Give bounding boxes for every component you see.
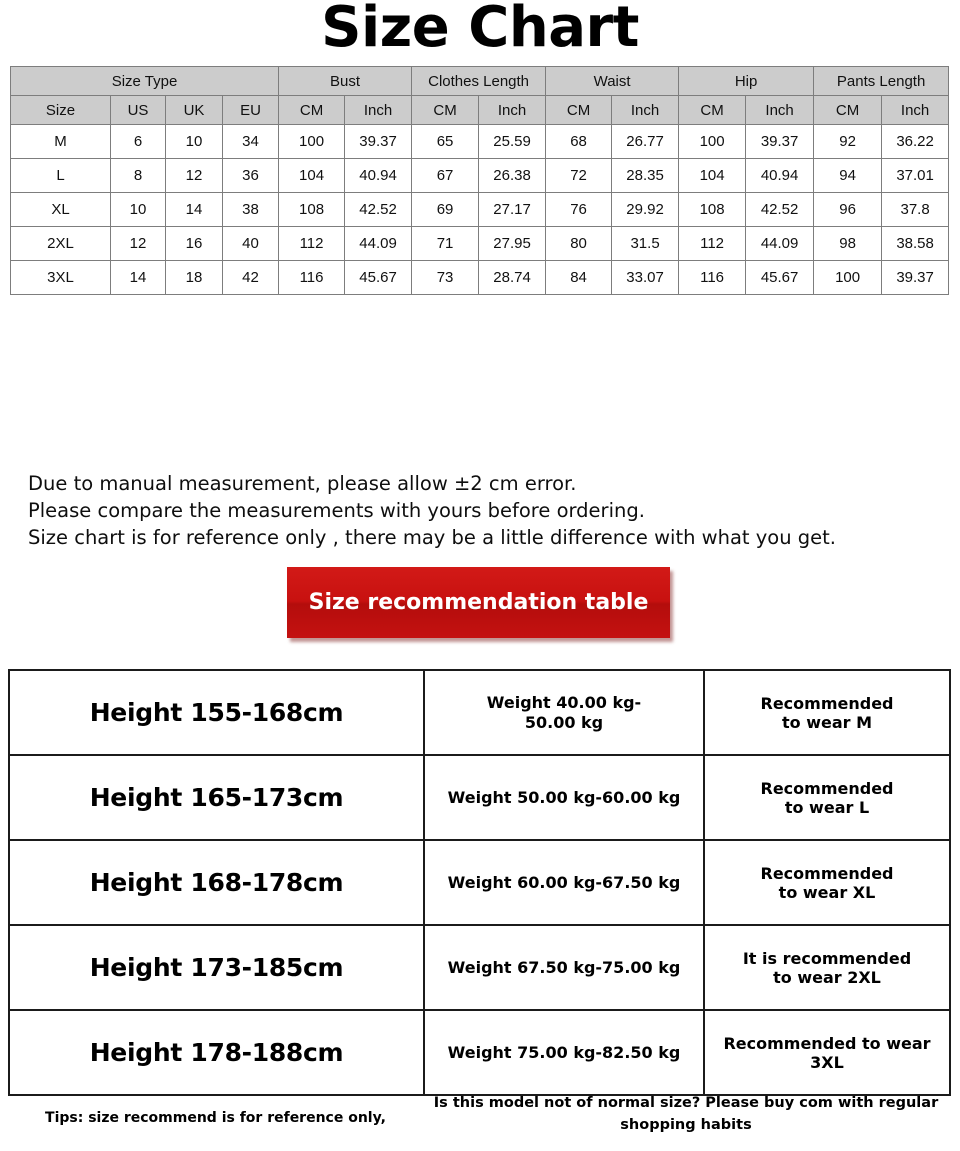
measurement-cell: 40 <box>223 227 279 261</box>
size-recommendation-table-container <box>8 669 949 1096</box>
size-recommendation-banner <box>287 567 670 638</box>
note-line: Due to manual measurement, please allow ±2 cm error. <box>28 472 577 495</box>
measurement-cell: 104 <box>679 159 746 193</box>
measurement-cell: 116 <box>279 261 345 295</box>
weight-range-cell: Weight 67.50 kg-75.00 kg <box>424 925 704 1010</box>
column-header: Size <box>11 96 111 125</box>
table-row <box>11 159 949 193</box>
measurement-cell: 108 <box>279 193 345 227</box>
table-row <box>11 261 949 295</box>
measurement-cell: 39.37 <box>345 125 412 159</box>
recommended-size-cell <box>704 1010 950 1095</box>
measurement-cell: 10 <box>166 125 223 159</box>
measurement-cell: 25.59 <box>479 125 546 159</box>
tips-right-text: Is this model not of normal size? Please buy com with regular shopping habits <box>433 1095 939 1133</box>
measurement-cell: 112 <box>679 227 746 261</box>
note-line: Please compare the measurements with yours before ordering. <box>28 499 645 522</box>
tips-row <box>8 1092 949 1136</box>
tips-left-text: Tips: size recommend is for reference only, <box>45 1110 386 1126</box>
column-group-header: Clothes Length <box>412 67 546 96</box>
recommended-size-cell <box>704 925 950 1010</box>
measurement-notes <box>28 470 938 551</box>
measurement-cell: 68 <box>546 125 612 159</box>
column-header: CM <box>546 96 612 125</box>
measurement-cell: 98 <box>814 227 882 261</box>
size-recommendation-table <box>8 669 951 1096</box>
measurement-cell: 96 <box>814 193 882 227</box>
measurement-cell: 73 <box>412 261 479 295</box>
measurement-cell: 26.77 <box>612 125 679 159</box>
measurement-cell: 100 <box>279 125 345 159</box>
weight-range-cell <box>424 670 704 755</box>
measurement-cell: 112 <box>279 227 345 261</box>
column-group-header: Size Type <box>11 67 279 96</box>
measurement-cell: 34 <box>223 125 279 159</box>
measurement-cell: 71 <box>412 227 479 261</box>
column-header: Inch <box>612 96 679 125</box>
measurement-cell: 116 <box>679 261 746 295</box>
column-header: CM <box>412 96 479 125</box>
size-label-cell: XL <box>11 193 111 227</box>
column-header: Inch <box>345 96 412 125</box>
measurement-cell: 42.52 <box>345 193 412 227</box>
measurement-cell: 28.35 <box>612 159 679 193</box>
measurement-cell: 28.74 <box>479 261 546 295</box>
measurement-cell: 40.94 <box>345 159 412 193</box>
group-header-row <box>11 67 949 96</box>
measurement-cell: 67 <box>412 159 479 193</box>
column-header: UK <box>166 96 223 125</box>
measurement-cell: 39.37 <box>746 125 814 159</box>
measurement-cell: 36 <box>223 159 279 193</box>
recommended-size-text: Recommended to wear L <box>760 778 894 817</box>
column-header: CM <box>279 96 345 125</box>
height-range-cell: Height 165-173cm <box>9 755 424 840</box>
recommended-size-cell <box>704 755 950 840</box>
weight-range-text: Weight 40.00 kg-50.00 kg <box>486 692 642 732</box>
table-row <box>11 227 949 261</box>
recommended-size-text: Recommended to wear XL <box>760 863 894 902</box>
measurement-cell: 44.09 <box>746 227 814 261</box>
height-range-cell: Height 173-185cm <box>9 925 424 1010</box>
measurement-cell: 29.92 <box>612 193 679 227</box>
measurement-cell: 38.58 <box>882 227 949 261</box>
measurement-cell: 40.94 <box>746 159 814 193</box>
recommended-size-text: Recommended to wear 3XL <box>723 1033 931 1072</box>
column-group-header: Bust <box>279 67 412 96</box>
size-recommendation-table-body <box>9 670 950 1095</box>
measurement-cell: 45.67 <box>746 261 814 295</box>
column-header: Inch <box>479 96 546 125</box>
size-label-cell: 2XL <box>11 227 111 261</box>
recommended-size-text: Recommended to wear M <box>760 693 894 732</box>
page-title: Size Chart <box>321 0 639 60</box>
measurement-cell: 37.8 <box>882 193 949 227</box>
measurement-cell: 104 <box>279 159 345 193</box>
column-header: EU <box>223 96 279 125</box>
recommendation-row <box>9 925 950 1010</box>
size-label-cell: M <box>11 125 111 159</box>
unit-header-row <box>11 96 949 125</box>
measurement-cell: 12 <box>111 227 166 261</box>
measurement-cell: 38 <box>223 193 279 227</box>
size-label-cell: L <box>11 159 111 193</box>
height-range-cell: Height 168-178cm <box>9 840 424 925</box>
measurement-cell: 108 <box>679 193 746 227</box>
weight-range-cell: Weight 50.00 kg-60.00 kg <box>424 755 704 840</box>
column-group-header: Waist <box>546 67 679 96</box>
measurement-cell: 26.38 <box>479 159 546 193</box>
measurement-cell: 44.09 <box>345 227 412 261</box>
measurement-cell: 42 <box>223 261 279 295</box>
recommended-size-cell <box>704 670 950 755</box>
measurement-cell: 27.95 <box>479 227 546 261</box>
measurement-cell: 69 <box>412 193 479 227</box>
size-chart-table-container <box>10 66 948 295</box>
size-chart-table-head <box>11 67 949 125</box>
size-chart-table-body <box>11 125 949 295</box>
recommendation-row <box>9 755 950 840</box>
measurement-cell: 72 <box>546 159 612 193</box>
measurement-cell: 42.52 <box>746 193 814 227</box>
column-header: CM <box>814 96 882 125</box>
measurement-cell: 100 <box>679 125 746 159</box>
measurement-cell: 94 <box>814 159 882 193</box>
table-row <box>11 125 949 159</box>
measurement-cell: 39.37 <box>882 261 949 295</box>
table-row <box>11 193 949 227</box>
column-header: US <box>111 96 166 125</box>
height-range-cell: Height 178-188cm <box>9 1010 424 1095</box>
recommended-size-cell <box>704 840 950 925</box>
measurement-cell: 14 <box>166 193 223 227</box>
measurement-cell: 16 <box>166 227 223 261</box>
recommendation-row <box>9 1010 950 1095</box>
note-line: Size chart is for reference only , there may be a little difference with what you get. <box>28 526 836 549</box>
column-header: Inch <box>746 96 814 125</box>
recommended-size-text: It is recommended to wear 2XL <box>742 948 912 987</box>
measurement-cell: 45.67 <box>345 261 412 295</box>
measurement-cell: 76 <box>546 193 612 227</box>
measurement-cell: 8 <box>111 159 166 193</box>
measurement-cell: 31.5 <box>612 227 679 261</box>
measurement-cell: 6 <box>111 125 166 159</box>
measurement-cell: 12 <box>166 159 223 193</box>
column-header: CM <box>679 96 746 125</box>
measurement-cell: 92 <box>814 125 882 159</box>
measurement-cell: 10 <box>111 193 166 227</box>
weight-range-cell: Weight 75.00 kg-82.50 kg <box>424 1010 704 1095</box>
measurement-cell: 14 <box>111 261 166 295</box>
measurement-cell: 65 <box>412 125 479 159</box>
column-group-header: Pants Length <box>814 67 949 96</box>
column-group-header: Hip <box>679 67 814 96</box>
measurement-cell: 27.17 <box>479 193 546 227</box>
measurement-cell: 33.07 <box>612 261 679 295</box>
measurement-cell: 18 <box>166 261 223 295</box>
column-header: Inch <box>882 96 949 125</box>
measurement-cell: 80 <box>546 227 612 261</box>
measurement-cell: 100 <box>814 261 882 295</box>
height-range-cell: Height 155-168cm <box>9 670 424 755</box>
measurement-cell: 36.22 <box>882 125 949 159</box>
size-chart-table <box>10 66 949 295</box>
size-label-cell: 3XL <box>11 261 111 295</box>
measurement-cell: 37.01 <box>882 159 949 193</box>
measurement-cell: 84 <box>546 261 612 295</box>
size-recommendation-banner-label: Size recommendation table <box>308 589 649 615</box>
recommendation-row <box>9 840 950 925</box>
recommendation-row <box>9 670 950 755</box>
weight-range-cell: Weight 60.00 kg-67.50 kg <box>424 840 704 925</box>
